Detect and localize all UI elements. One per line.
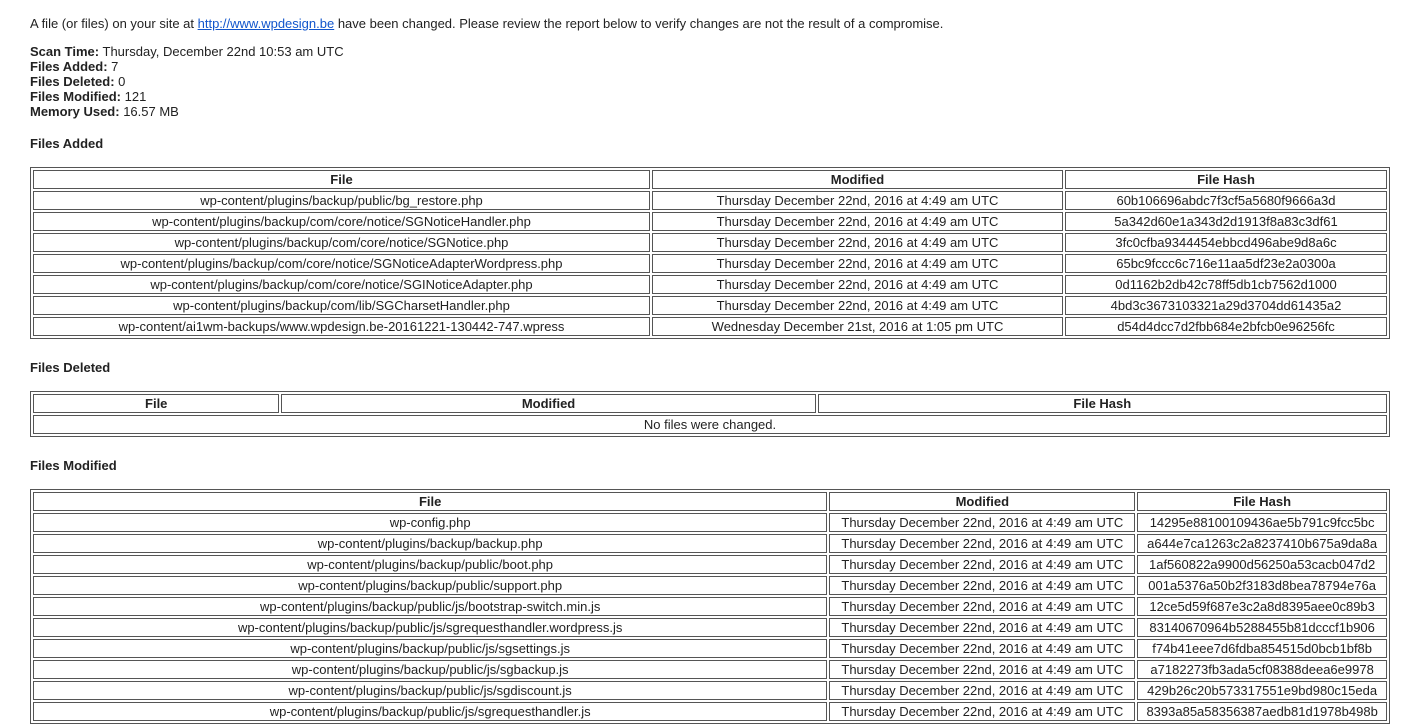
modified-cell: Thursday December 22nd, 2016 at 4:49 am UTC — [829, 702, 1135, 721]
table-row — [33, 576, 1387, 595]
column-header-modified: Modified — [829, 492, 1135, 511]
stat-files-added — [30, 59, 1390, 74]
file-cell: wp-content/plugins/backup/public/boot.php — [33, 555, 827, 574]
file-cell: wp-content/plugins/backup/public/js/sgsettings.js — [33, 639, 827, 658]
intro-before: A file (or files) on your site at — [30, 16, 198, 31]
files-added-heading: Files Added — [30, 136, 104, 151]
file-cell: wp-content/plugins/backup/public/support.php — [33, 576, 827, 595]
modified-cell: Thursday December 22nd, 2016 at 4:49 am UTC — [829, 576, 1135, 595]
report-page — [30, 16, 1390, 724]
table-row — [33, 296, 1387, 315]
files-modified-body — [33, 513, 1387, 721]
file-cell: wp-content/plugins/backup/com/core/notice/SGNotice.php — [33, 233, 650, 252]
modified-cell: Thursday December 22nd, 2016 at 4:49 am UTC — [652, 212, 1063, 231]
table-row — [33, 233, 1387, 252]
stat-value: 16.57 MB — [119, 104, 179, 119]
column-header-modified: Modified — [281, 394, 815, 413]
table-row — [33, 660, 1387, 679]
modified-cell: Thursday December 22nd, 2016 at 4:49 am UTC — [829, 555, 1135, 574]
file-cell: wp-content/plugins/backup/public/js/sgdiscount.js — [33, 681, 827, 700]
hash-cell: f74b41eee7d6fdba854515d0bcb1bf8b — [1137, 639, 1387, 658]
modified-cell: Thursday December 22nd, 2016 at 4:49 am UTC — [829, 597, 1135, 616]
stat-label: Files Modified: — [30, 89, 121, 104]
hash-cell: 83140670964b5288455b81dcccf1b906 — [1137, 618, 1387, 637]
modified-cell: Thursday December 22nd, 2016 at 4:49 am UTC — [652, 275, 1063, 294]
table-row — [33, 317, 1387, 336]
column-header-file: File — [33, 170, 650, 189]
table-row — [33, 702, 1387, 721]
table-row — [33, 597, 1387, 616]
files-deleted-heading: Files Deleted — [30, 360, 111, 375]
hash-cell: a7182273fb3ada5cf08388deea6e9978 — [1137, 660, 1387, 679]
file-cell: wp-content/plugins/backup/backup.php — [33, 534, 827, 553]
modified-cell: Thursday December 22nd, 2016 at 4:49 am UTC — [652, 191, 1063, 210]
stat-value: 121 — [121, 89, 147, 104]
hash-cell: 60b106696abdc7f3cf5a5680f9666a3d — [1065, 191, 1387, 210]
file-cell: wp-content/plugins/backup/com/lib/SGCharsetHandler.php — [33, 296, 650, 315]
stat-memory-used — [30, 104, 1390, 119]
intro-text — [30, 16, 1390, 31]
table-row — [33, 254, 1387, 273]
modified-cell: Thursday December 22nd, 2016 at 4:49 am UTC — [829, 513, 1135, 532]
hash-cell: 65bc9fccc6c716e11aa5df23e2a0300a — [1065, 254, 1387, 273]
modified-cell: Thursday December 22nd, 2016 at 4:49 am UTC — [652, 254, 1063, 273]
file-cell: wp-content/plugins/backup/public/js/sgrequesthandler.wordpress.js — [33, 618, 827, 637]
stat-files-deleted — [30, 74, 1390, 89]
hash-cell: 1af560822a9900d56250a53cacb047d2 — [1137, 555, 1387, 574]
file-cell: wp-content/plugins/backup/com/core/notice/SGNoticeAdapterWordpress.php — [33, 254, 650, 273]
hash-cell: 4bd3c3673103321a29d3704dd61435a2 — [1065, 296, 1387, 315]
modified-cell: Thursday December 22nd, 2016 at 4:49 am UTC — [829, 660, 1135, 679]
column-header-hash: File Hash — [1137, 492, 1387, 511]
stat-label: Files Added: — [30, 59, 108, 74]
no-files-message: No files were changed. — [33, 415, 1387, 434]
files-deleted-table — [30, 391, 1390, 437]
hash-cell: d54d4dcc7d2fbb684e2bfcb0e96256fc — [1065, 317, 1387, 336]
table-row — [33, 275, 1387, 294]
site-link[interactable]: http://www.wpdesign.be — [197, 16, 335, 31]
hash-cell: 8393a85a58356387aedb81d1978b498b — [1137, 702, 1387, 721]
hash-cell: 001a5376a50b2f3183d8bea78794e76a — [1137, 576, 1387, 595]
hash-cell: a644e7ca1263c2a8237410b675a9da8a — [1137, 534, 1387, 553]
stat-files-modified — [30, 89, 1390, 104]
column-header-file: File — [33, 492, 827, 511]
stat-value: Thursday, December 22nd 10:53 am UTC — [99, 44, 344, 59]
modified-cell: Thursday December 22nd, 2016 at 4:49 am UTC — [829, 681, 1135, 700]
table-row — [33, 212, 1387, 231]
table-row — [33, 513, 1387, 532]
column-header-hash: File Hash — [818, 394, 1387, 413]
table-row — [33, 534, 1387, 553]
modified-cell: Thursday December 22nd, 2016 at 4:49 am UTC — [829, 534, 1135, 553]
file-cell: wp-content/ai1wm-backups/www.wpdesign.be-20161221-130442-747.wpress — [33, 317, 650, 336]
hash-cell: 12ce5d59f687e3c2a8d8395aee0c89b3 — [1137, 597, 1387, 616]
file-cell: wp-content/plugins/backup/com/core/notice/SGINoticeAdapter.php — [33, 275, 650, 294]
table-row — [33, 618, 1387, 637]
hash-cell: 14295e88100109436ae5b791c9fcc5bc — [1137, 513, 1387, 532]
hash-cell: 3fc0cfba9344454ebbcd496abe9d8a6c — [1065, 233, 1387, 252]
intro-after: have been changed. Please review the report below to verify changes are not the result of a compromise. — [334, 16, 944, 31]
column-header-modified: Modified — [652, 170, 1063, 189]
stat-value: 7 — [107, 59, 119, 74]
file-cell: wp-content/plugins/backup/com/core/notice/SGNoticeHandler.php — [33, 212, 650, 231]
file-cell: wp-content/plugins/backup/public/bg_restore.php — [33, 191, 650, 210]
hash-cell: 429b26c20b573317551e9bd980c15eda — [1137, 681, 1387, 700]
scan-stats — [30, 44, 1390, 119]
hash-cell: 0d1162b2db42c78ff5db1cb7562d1000 — [1065, 275, 1387, 294]
modified-cell: Wednesday December 21st, 2016 at 1:05 pm UTC — [652, 317, 1063, 336]
stat-label: Files Deleted: — [30, 74, 115, 89]
table-row — [33, 639, 1387, 658]
stat-scan-time — [30, 44, 1390, 59]
files-added-body — [33, 191, 1387, 336]
table-row — [33, 555, 1387, 574]
modified-cell: Thursday December 22nd, 2016 at 4:49 am UTC — [829, 639, 1135, 658]
files-added-table — [30, 167, 1390, 339]
table-header-row — [33, 170, 1387, 189]
hash-cell: 5a342d60e1a343d2d1913f8a83c3df61 — [1065, 212, 1387, 231]
table-row — [33, 415, 1387, 434]
files-modified-heading: Files Modified — [30, 458, 117, 473]
stat-label: Memory Used: — [30, 104, 120, 119]
file-cell: wp-content/plugins/backup/public/js/sgbackup.js — [33, 660, 827, 679]
table-row — [33, 191, 1387, 210]
file-cell: wp-config.php — [33, 513, 827, 532]
column-header-hash: File Hash — [1065, 170, 1387, 189]
stat-label: Scan Time: — [30, 44, 100, 59]
table-header-row — [33, 394, 1387, 413]
modified-cell: Thursday December 22nd, 2016 at 4:49 am UTC — [652, 233, 1063, 252]
modified-cell: Thursday December 22nd, 2016 at 4:49 am UTC — [829, 618, 1135, 637]
file-cell: wp-content/plugins/backup/public/js/bootstrap-switch.min.js — [33, 597, 827, 616]
column-header-file: File — [33, 394, 279, 413]
file-cell: wp-content/plugins/backup/public/js/sgrequesthandler.js — [33, 702, 827, 721]
table-header-row — [33, 492, 1387, 511]
modified-cell: Thursday December 22nd, 2016 at 4:49 am UTC — [652, 296, 1063, 315]
files-modified-table — [30, 489, 1390, 724]
table-row — [33, 681, 1387, 700]
stat-value: 0 — [114, 74, 126, 89]
